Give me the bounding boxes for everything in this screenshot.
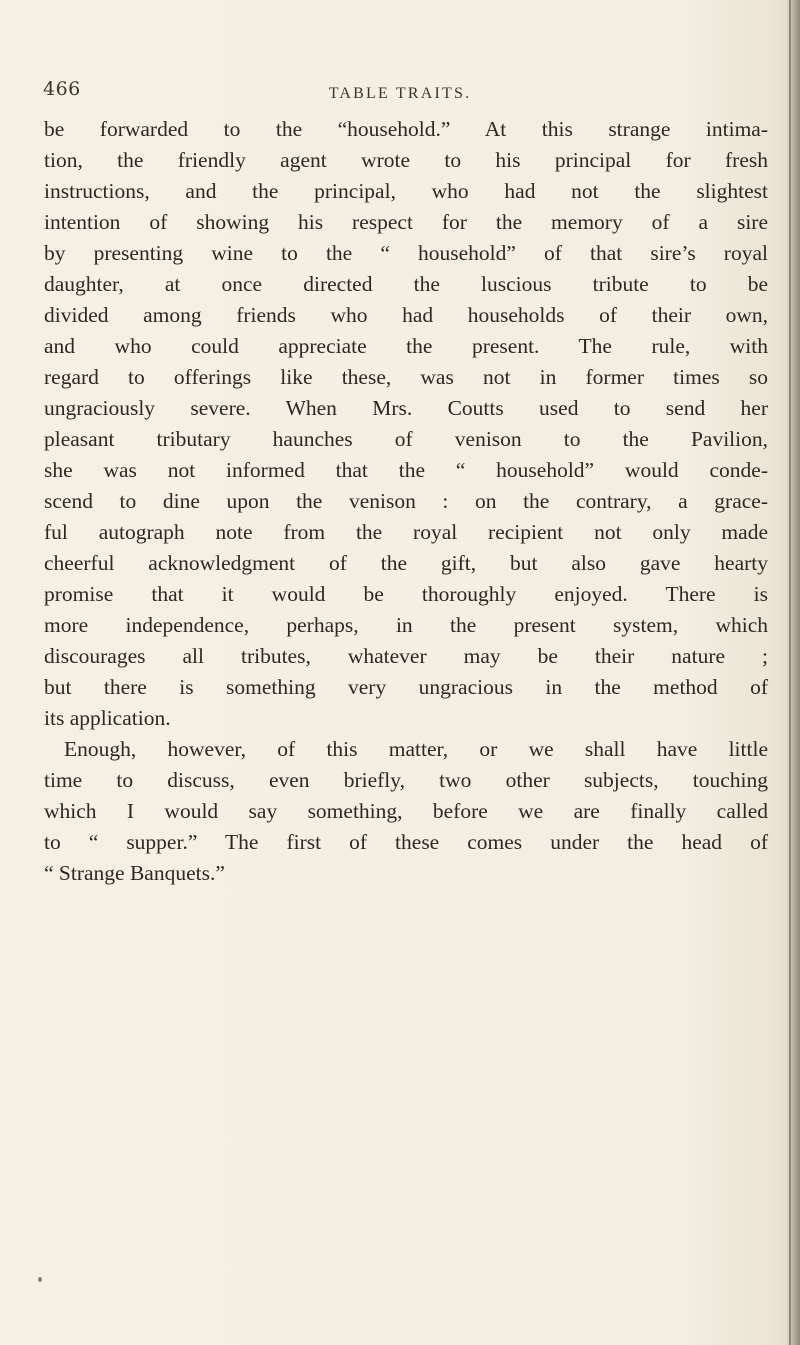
page-gutter-line [789, 0, 791, 1345]
body-text [44, 114, 768, 889]
text-line: be forwarded to the “household.” At this strange intima- [44, 117, 768, 141]
text-line: divided among friends who had households of their own, [44, 303, 768, 327]
text-line: tion, the friendly agent wrote to his principal for fresh [44, 148, 768, 172]
text-line: regard to offerings like these, was not in former times so [44, 365, 768, 389]
paper-speck [38, 1277, 42, 1282]
text-line: and who could appreciate the present. The rule, with [44, 334, 768, 358]
text-line: intention of showing his respect for the memory of a sire [44, 210, 768, 234]
text-line: by presenting wine to the “ household” of that sire’s royal [44, 241, 768, 265]
text-line: to “ supper.” The first of these comes under the head of [44, 830, 768, 854]
text-line: she was not informed that the “ household” would conde- [44, 458, 768, 482]
text-line: Enough, however, of this matter, or we shall have little [64, 737, 768, 761]
page-number: 466 [43, 78, 81, 100]
text-line: ungraciously severe. When Mrs. Coutts used to send her [44, 396, 768, 420]
text-line: scend to dine upon the venison : on the contrary, a grace- [44, 489, 768, 513]
text-line: more independence, perhaps, in the present system, which [44, 613, 768, 637]
text-line: promise that it would be thoroughly enjoyed. There is [44, 582, 768, 606]
text-line: discourages all tributes, whatever may be their nature ; [44, 644, 768, 668]
text-line: pleasant tributary haunches of venison to the Pavilion, [44, 427, 768, 451]
text-line: time to discuss, even briefly, two other subjects, touching [44, 768, 768, 792]
text-line: which I would say something, before we are finally called [44, 799, 768, 823]
text-line: its application. [44, 706, 171, 730]
text-line: “ Strange Banquets.” [44, 861, 225, 885]
text-line: ful autograph note from the royal recipient not only made [44, 520, 768, 544]
text-line: instructions, and the principal, who had not the slightest [44, 179, 768, 203]
text-line: cheerful acknowledgment of the gift, but also gave hearty [44, 551, 768, 575]
text-line: daughter, at once directed the luscious tribute to be [44, 272, 768, 296]
running-head: TABLE TRAITS. [328, 85, 472, 102]
text-line: but there is something very ungracious in the method of [44, 675, 768, 699]
